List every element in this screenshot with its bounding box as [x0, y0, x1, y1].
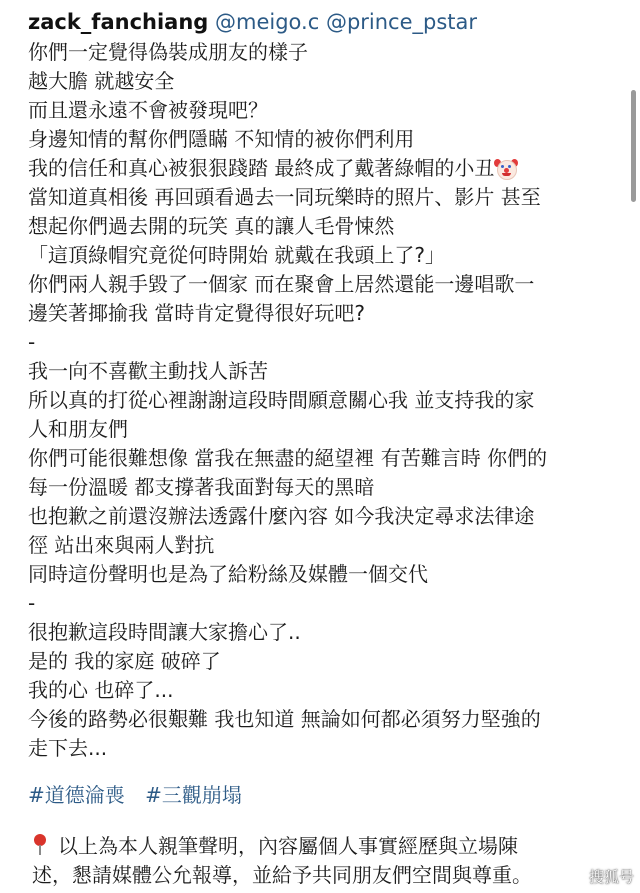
- scrollbar-thumb[interactable]: [631, 90, 636, 202]
- mention-link-prince[interactable]: @prince_pstar: [325, 10, 478, 34]
- username-link[interactable]: zack_fanchiang: [28, 10, 209, 34]
- watermark: 搜狐号: [588, 868, 634, 886]
- caption-line: 走下去...: [28, 736, 108, 760]
- caption-line: 而且還永遠不會被發現吧？: [28, 98, 268, 122]
- caption-line: 同時這份聲明也是為了給粉絲及媒體一個交代: [28, 562, 428, 586]
- hashtag-link-moral[interactable]: #道德淪喪: [28, 783, 125, 807]
- round-pushpin-icon: [32, 834, 48, 856]
- hashtag-link-values[interactable]: #三觀崩塌: [145, 783, 242, 807]
- footer-line: [32, 832, 618, 861]
- caption-line: 我一向不喜歡主動找人訴苦: [28, 359, 268, 383]
- caption-line: 你們一定覺得偽裝成朋友的樣子: [28, 40, 308, 64]
- caption-line: 每一份溫暖 都支撐著我面對每天的黑暗: [28, 475, 375, 499]
- caption-line: 今後的路勢必很艱難 我也知道 無論如何都必須努力堅強的: [28, 707, 541, 731]
- caption-line: 「這頂綠帽究竟從何時開始 就戴在我頭上了?」: [28, 243, 445, 267]
- clown-face-icon: [496, 158, 516, 178]
- caption-line: 越大膽 就越安全: [28, 69, 175, 93]
- hashtag-row: [28, 781, 618, 810]
- caption-line: 你們兩人親手毀了一個家 而在聚會上居然還能一邊唱歌一: [28, 272, 535, 296]
- caption-line: 當知道真相後 再回頭看過去一同玩樂時的照片、影片 甚至: [28, 185, 541, 209]
- caption-line: 也抱歉之前還沒辦法透露什麼內容 如今我決定尋求法律途: [28, 504, 535, 528]
- footer-statement: [32, 832, 618, 890]
- caption-line-with-emoji: [28, 154, 618, 183]
- caption-line: 徑 站出來與兩人對抗: [28, 533, 215, 557]
- caption-line: 很抱歉這段時間讓大家擔心了..: [28, 620, 301, 644]
- caption-line: 身邊知情的幫你們隱瞞 不知情的被你們利用: [28, 127, 415, 151]
- post-caption: [28, 8, 618, 890]
- caption-body: [28, 38, 618, 763]
- caption-line: 是的 我的家庭 破碎了: [28, 649, 221, 673]
- caption-separator: -: [28, 591, 36, 615]
- caption-line-text: 我的信任和真心被狠狠踐踏 最終成了戴著綠帽的小丑: [28, 156, 495, 180]
- footer-line-text: 以上為本人親筆聲明，內容屬個人事實經歷與立場陳: [58, 834, 518, 858]
- caption-line: 邊笑著揶揄我 當時肯定覺得很好玩吧?: [28, 301, 365, 325]
- caption-line: 我的心 也碎了...: [28, 678, 174, 702]
- caption-line: 所以真的打從心裡謝謝這段時間願意關心我 並支持我的家: [28, 388, 535, 412]
- caption-line: 人和朋友們: [28, 417, 128, 441]
- mention-link-meigo[interactable]: @meigo.c: [215, 10, 320, 34]
- footer-line: 述，懇請媒體公允報導，並給予共同朋友們空間與尊重。: [32, 863, 532, 887]
- caption-separator: -: [28, 330, 36, 354]
- caption-line: 想起你們過去開的玩笑 真的讓人毛骨悚然: [28, 214, 395, 238]
- caption-header: [28, 8, 618, 38]
- caption-line: 你們可能很難想像 當我在無盡的絕望裡 有苦難言時 你們的: [28, 446, 548, 470]
